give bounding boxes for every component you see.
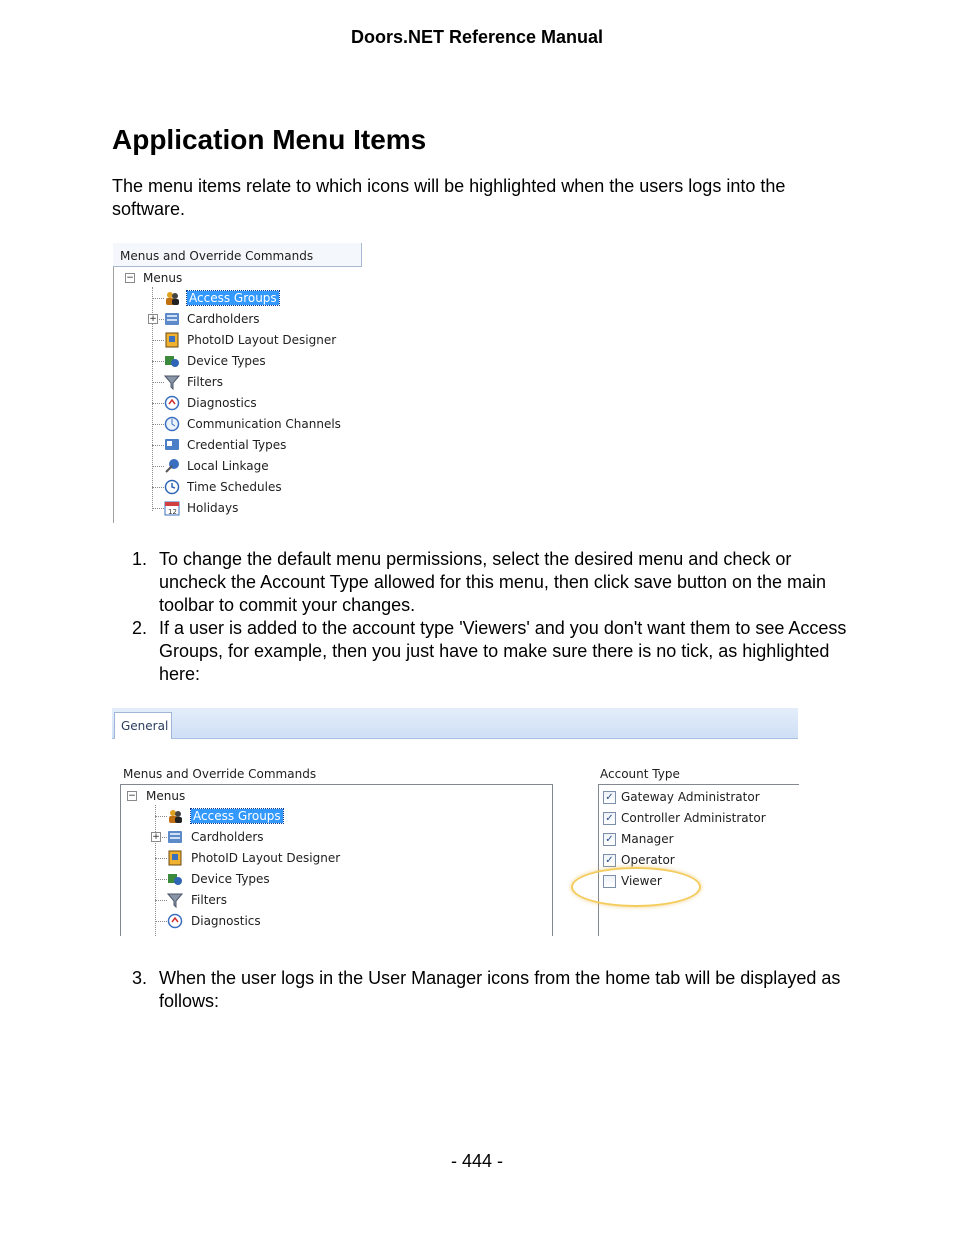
svg-text:12: 12 — [168, 508, 177, 516]
tree-connector — [155, 900, 167, 901]
access-groups-icon — [167, 808, 183, 824]
device-types-icon — [164, 353, 180, 369]
collapse-toggle-icon[interactable]: − — [126, 273, 134, 283]
step-text: When the user logs in the User Manager icons from the home tab will be displayed as follows: — [159, 968, 841, 1011]
tree-item-label[interactable]: PhotoID Layout Designer — [187, 333, 337, 347]
calendar-icon — [164, 500, 180, 516]
account-type-checkbox[interactable]: ✓ — [603, 812, 616, 825]
credential-types-icon — [164, 437, 180, 453]
tree-item-label[interactable]: PhotoID Layout Designer — [191, 851, 341, 865]
diagnostics-icon — [164, 395, 180, 411]
tree-connector — [155, 858, 167, 859]
account-type-label: Viewer — [621, 874, 662, 888]
account-type-label: Gateway Administrator — [621, 790, 760, 804]
photoid-icon — [167, 850, 183, 866]
tree-connector — [155, 879, 167, 880]
account-type-label: Manager — [621, 832, 674, 846]
tree-item-label[interactable]: Access Groups — [189, 291, 277, 305]
cardholders-icon — [164, 311, 180, 327]
expand-toggle-icon[interactable]: + — [149, 314, 157, 324]
step-number: 3. — [132, 968, 148, 988]
account-section-label: Account Type — [600, 767, 680, 781]
step-text: If a user is added to the account type 'Viewers' and you don't want them to see Access Groups, for example, then you just have to make sure there is no tick, as highlighted here: — [159, 618, 847, 684]
section-heading: Application Menu Items — [112, 124, 427, 155]
highlight-ellipse — [571, 867, 701, 907]
tree-connector — [155, 805, 156, 936]
page-number: - 444 - — [450, 1151, 504, 1171]
tree-item-label[interactable]: Device Types — [187, 354, 266, 368]
panel-header — [113, 243, 362, 267]
tree-connector — [152, 508, 164, 509]
tree-item-label[interactable]: Filters — [191, 893, 227, 907]
tree-connector — [152, 403, 164, 404]
communication-icon — [164, 416, 180, 432]
steps-list-b — [112, 967, 852, 1013]
filter-funnel-icon — [167, 892, 183, 908]
tree-item-label[interactable]: Holidays — [187, 501, 239, 515]
tree-item-label[interactable]: Cardholders — [191, 830, 264, 844]
tree-connector — [152, 466, 164, 467]
photoid-icon — [164, 332, 180, 348]
menus-tree-screenshot — [113, 243, 362, 523]
step-number: 2. — [132, 618, 148, 638]
tree-connector — [155, 921, 167, 922]
account-type-checkbox[interactable]: ✓ — [603, 854, 616, 867]
tree-connector — [152, 361, 164, 362]
menus-tree-panel[interactable] — [120, 784, 553, 936]
local-linkage-icon — [164, 458, 180, 474]
clock-icon — [164, 479, 180, 495]
running-header: Doors.NET Reference Manual — [350, 27, 604, 47]
tree-item-label[interactable]: Cardholders — [187, 312, 260, 326]
access-groups-icon — [164, 290, 180, 306]
tree-root-menus[interactable]: Menus — [143, 271, 183, 285]
tree-item-label[interactable]: Credential Types — [187, 438, 287, 452]
tree-item-label[interactable]: Local Linkage — [187, 459, 269, 473]
panel-border — [113, 267, 114, 523]
account-type-label: Operator — [621, 853, 675, 867]
cardholders-icon — [167, 829, 183, 845]
tree-connector — [152, 298, 164, 299]
tree-item-label[interactable]: Time Schedules — [187, 480, 282, 494]
diagnostics-icon — [167, 913, 183, 929]
tree-connector — [152, 487, 164, 488]
tree-item-label[interactable]: Device Types — [191, 872, 270, 886]
tab-general[interactable] — [114, 712, 172, 739]
tree-item-label[interactable]: Diagnostics — [187, 396, 257, 410]
step-text: To change the default menu permissions, select the desired menu and check or uncheck the Account Type allowed for this menu, then click save button on the main toolbar to commit your changes. — [159, 549, 827, 615]
collapse-toggle-icon[interactable]: − — [128, 791, 136, 801]
account-type-checkbox[interactable]: ✓ — [603, 791, 616, 804]
panel-title: Menus and Override Commands — [120, 249, 314, 263]
device-types-icon — [167, 871, 183, 887]
tree-connector — [152, 382, 164, 383]
tree-root-menus[interactable]: Menus — [146, 789, 186, 803]
tree-item-label[interactable]: Access Groups — [193, 809, 281, 823]
account-type-checkbox[interactable]: ✓ — [603, 833, 616, 846]
expand-toggle-icon[interactable]: + — [152, 832, 160, 842]
list-item — [112, 967, 852, 1013]
tree-connector — [155, 816, 167, 817]
tree-connector — [152, 340, 164, 341]
tree-item-label[interactable]: Diagnostics — [191, 914, 261, 928]
account-type-panel — [598, 784, 799, 936]
tab-label: General — [121, 719, 169, 733]
step-number: 1. — [132, 549, 148, 569]
account-type-screenshot — [112, 708, 798, 935]
tree-item-label[interactable]: Filters — [187, 375, 223, 389]
tree-item-label[interactable]: Communication Channels — [187, 417, 341, 431]
tree-connector — [152, 424, 164, 425]
list-item — [112, 548, 852, 617]
filter-funnel-icon — [164, 374, 180, 390]
account-type-label: Controller Administrator — [621, 811, 766, 825]
tree-connector — [152, 445, 164, 446]
tab-bar — [112, 708, 798, 739]
intro-paragraph: The menu items relate to which icons will be highlighted when the users logs into the software. — [112, 176, 786, 219]
menus-section-label: Menus and Override Commands — [123, 767, 317, 781]
steps-list-a — [112, 548, 852, 686]
list-item — [112, 617, 852, 686]
